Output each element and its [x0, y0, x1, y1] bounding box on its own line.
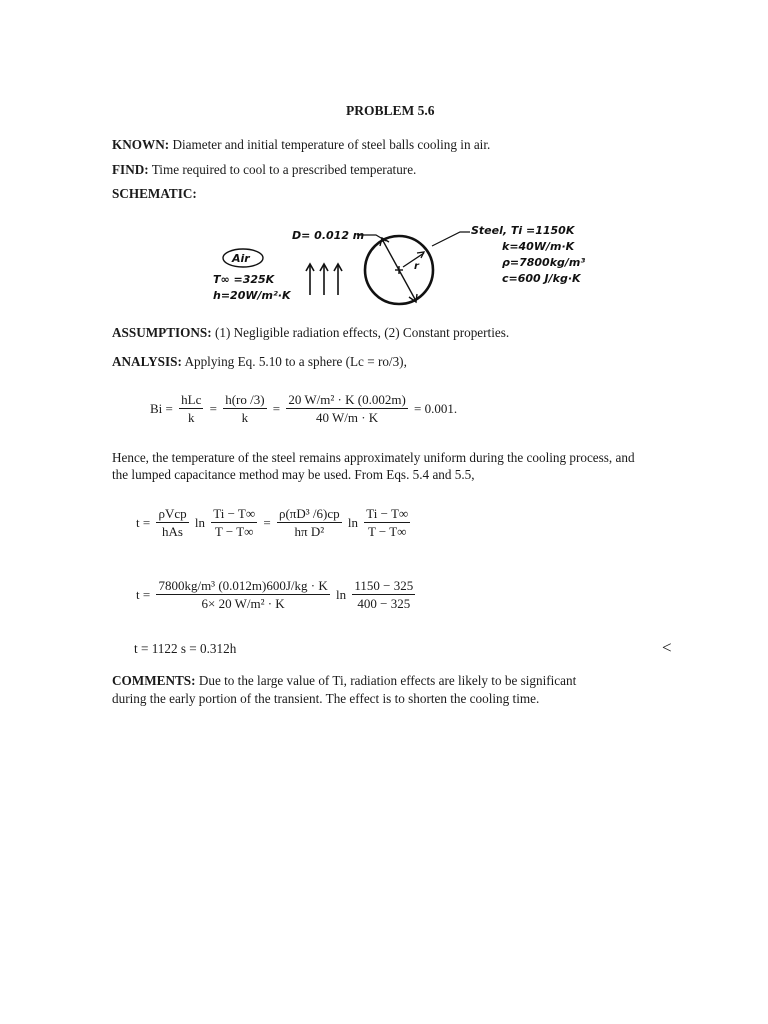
rho-label: ρ=7800kg/m³	[502, 256, 586, 269]
k-label: k=40W/m·K	[502, 240, 575, 253]
eq-bi-lhs: Bi =	[150, 400, 173, 416]
assumptions-text: (1) Negligible radiation effects, (2) Constant properties.	[214, 325, 510, 340]
eq-t1-f2-den: T − T∞	[214, 524, 254, 539]
eq-bi-f1-num: hLc	[181, 392, 202, 407]
assumptions-label: ASSUMPTIONS:	[112, 325, 212, 340]
steel-leader	[432, 232, 470, 246]
comments-label: COMMENTS:	[112, 673, 196, 688]
eq-t1-fraction-4	[364, 506, 410, 539]
analysis-line	[112, 354, 407, 370]
analysis-label: ANALYSIS:	[112, 354, 182, 369]
eq-t1-f1-den: hAs	[162, 524, 183, 539]
eq-t2-f1-num: 7800kg/m³ (0.012m)600J/kg · K	[158, 578, 328, 593]
assumptions-line	[112, 325, 509, 341]
air-flow-arrows	[306, 264, 342, 295]
c-label: c=600 J/kg·K	[502, 272, 581, 285]
comments-line-2: during the early portion of the transient. The effect is to shorten the cooling time.	[112, 691, 540, 706]
known-text: Diameter and initial temperature of steel balls cooling in air.	[172, 137, 491, 152]
eq-t2-lhs: t =	[136, 586, 151, 602]
eq-bi-f3-den: 40 W/m · K	[315, 410, 379, 425]
page-title: PROBLEM 5.6	[346, 103, 435, 118]
eq-t1-fraction-2	[211, 506, 257, 539]
eq-bi-equals-2: =	[272, 400, 281, 416]
eq-t1-ln-2: ln	[347, 514, 358, 530]
find-text: Time required to cool to a prescribed temperature.	[151, 162, 417, 177]
biot-equation	[148, 392, 459, 425]
time-equation-numeric	[134, 578, 416, 611]
eq-bi-f2-den: k	[241, 410, 249, 425]
eq-t2-fraction-2	[352, 578, 415, 611]
eq-t1-f4-num: Ti − T∞	[366, 506, 409, 521]
answer-marker: <	[662, 638, 672, 657]
comments-line-1	[112, 673, 576, 689]
eq-bi-f2-num: h(ro /3)	[225, 392, 265, 407]
schematic-label: SCHEMATIC:	[112, 186, 197, 201]
schematic-diagram	[200, 215, 620, 315]
diameter-arrow	[380, 238, 417, 302]
time-equation-general	[134, 506, 411, 539]
result-line: t = 1122 s = 0.312h	[134, 641, 237, 656]
find-line	[112, 162, 416, 178]
find-label: FIND:	[112, 162, 149, 177]
eq-t1-f3-num: ρ(πD³ /6)cp	[278, 506, 340, 521]
eq-t2-fraction-1	[156, 578, 329, 611]
known-line	[112, 137, 490, 153]
eq-t1-f3-den: hπ D²	[294, 524, 325, 539]
radius-label: r	[414, 261, 419, 272]
eq-t1-fraction-3	[277, 506, 342, 539]
eq-bi-fraction-1	[179, 392, 203, 425]
eq-t2-f2-den: 400 − 325	[357, 596, 411, 611]
eq-bi-f3-num: 20 W/m² · K (0.002m)	[288, 392, 406, 407]
eq-t1-fraction-1	[156, 506, 188, 539]
t-inf-label: T∞ =325K	[213, 273, 275, 286]
eq-t1-f2-num: Ti − T∞	[213, 506, 256, 521]
h-label: h=20W/m²·K	[213, 289, 291, 302]
eq-t1-equals: =	[263, 514, 271, 530]
eq-bi-f1-den: k	[187, 410, 195, 425]
air-label: Air	[232, 252, 250, 265]
eq-t1-ln-1: ln	[194, 514, 205, 530]
eq-bi-fraction-2	[223, 392, 266, 425]
comments-text-1: Due to the large value of Ti, radiation effects are likely to be significant	[198, 673, 577, 688]
steel-label: Steel, Ti =1150K	[471, 224, 575, 237]
eq-t1-f1-num: ρVcp	[158, 506, 187, 521]
eq-t2-ln: ln	[335, 586, 347, 602]
eq-t2-f2-num: 1150 − 325	[354, 578, 414, 593]
eq-bi-result: = 0.001.	[414, 400, 458, 416]
analysis-text: Applying Eq. 5.10 to a sphere (Lc = ro/3),	[184, 354, 407, 369]
eq-t1-f4-den: T − T∞	[367, 524, 407, 539]
eq-bi-equals-1: =	[209, 400, 217, 416]
method-paragraph: Hence, the temperature of the steel remains approximately uniform during the cooling process, and the lumped capacitance method may be used. From Eqs. 5.4 and 5.5,	[112, 450, 635, 482]
known-label: KNOWN:	[112, 137, 170, 152]
eq-t2-f1-den: 6× 20 W/m² · K	[201, 596, 285, 611]
diameter-label: D= 0.012 m	[292, 229, 365, 242]
eq-bi-fraction-3	[286, 392, 407, 425]
eq-t1-lhs: t =	[136, 514, 151, 530]
